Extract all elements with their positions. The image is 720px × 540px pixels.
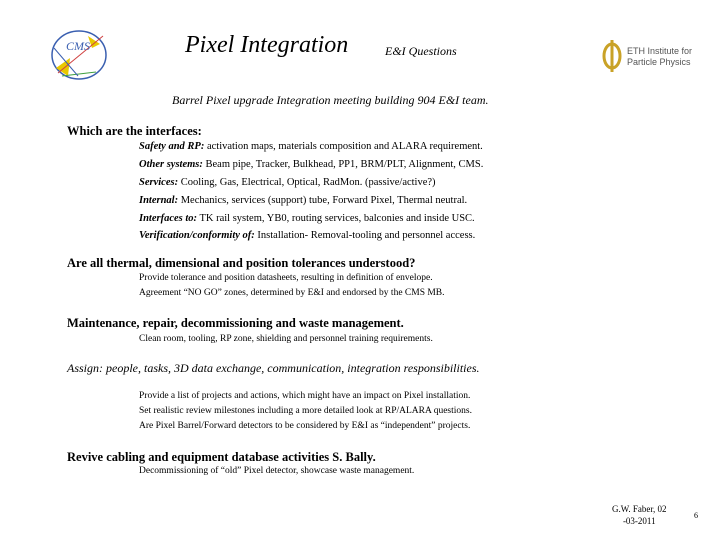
interface-item: Internal: Mechanics, services (support) tube, Forward Pixel, Thermal neutral. bbox=[139, 195, 468, 206]
interface-item: Verification/conformity of: Installation- Removal-tooling and personnel access. bbox=[139, 230, 476, 241]
interface-item: Other systems: Beam pipe, Tracker, Bulkhead, PP1, BRM/PLT, Alignment, CMS. bbox=[139, 159, 484, 170]
cms-logo-text: CMS bbox=[66, 39, 90, 53]
eth-logo bbox=[600, 40, 720, 80]
meeting-subtitle: Barrel Pixel upgrade Integration meeting building 904 E&I team. bbox=[172, 93, 489, 107]
tolerances-heading: Are all thermal, dimensional and position tolerances understood? bbox=[67, 256, 416, 270]
cabling-heading: Revive cabling and equipment database activities S. Bally. bbox=[67, 450, 376, 464]
interfaces-heading: Which are the interfaces: bbox=[67, 124, 202, 138]
footer-author bbox=[612, 503, 667, 527]
interface-item: Interfaces to: TK rail system, YB0, routing services, balconies and inside USC. bbox=[139, 213, 475, 224]
interface-item: Services: Cooling, Gas, Electrical, Optical, RadMon. (passive/active?) bbox=[139, 177, 436, 188]
assign-line: Set realistic review milestones including a more detailed look at RP/ALARA questions. bbox=[139, 406, 472, 416]
assign-line: Provide a list of projects and actions, which might have an impact on Pixel installation. bbox=[139, 391, 471, 401]
maintenance-heading: Maintenance, repair, decommissioning and waste management. bbox=[67, 316, 404, 330]
assign-line: Are Pixel Barrel/Forward detectors to be considered by E&I as “independent” projects. bbox=[139, 421, 471, 431]
cms-logo bbox=[48, 28, 110, 82]
maintenance-line: Clean room, tooling, RP zone, shielding and personnel training requirements. bbox=[139, 334, 433, 344]
footer-date: -03-2011 bbox=[622, 516, 656, 526]
page-title: Pixel Integration bbox=[185, 32, 349, 58]
eth-logo-line1: ETH Institute for bbox=[627, 46, 693, 56]
cabling-line: Decommissioning of “old” Pixel detector, showcase waste management. bbox=[139, 466, 415, 476]
page-number: 6 bbox=[694, 511, 698, 520]
eth-logo-line2: Particle Physics bbox=[627, 57, 691, 67]
footer-author-name: G.W. Faber, 02 bbox=[612, 504, 667, 514]
assign-heading: Assign: people, tasks, 3D data exchange, communication, integration responsibilities. bbox=[67, 361, 480, 375]
tolerances-line: Agreement “NO GO” zones, determined by E&I and endorsed by the CMS MB. bbox=[139, 288, 445, 298]
interface-item: Safety and RP: activation maps, materials composition and ALARA requirement. bbox=[139, 141, 483, 152]
page-title-suffix: E&I Questions bbox=[385, 44, 457, 58]
tolerances-line: Provide tolerance and position datasheets, resulting in definition of envelope. bbox=[139, 273, 433, 283]
